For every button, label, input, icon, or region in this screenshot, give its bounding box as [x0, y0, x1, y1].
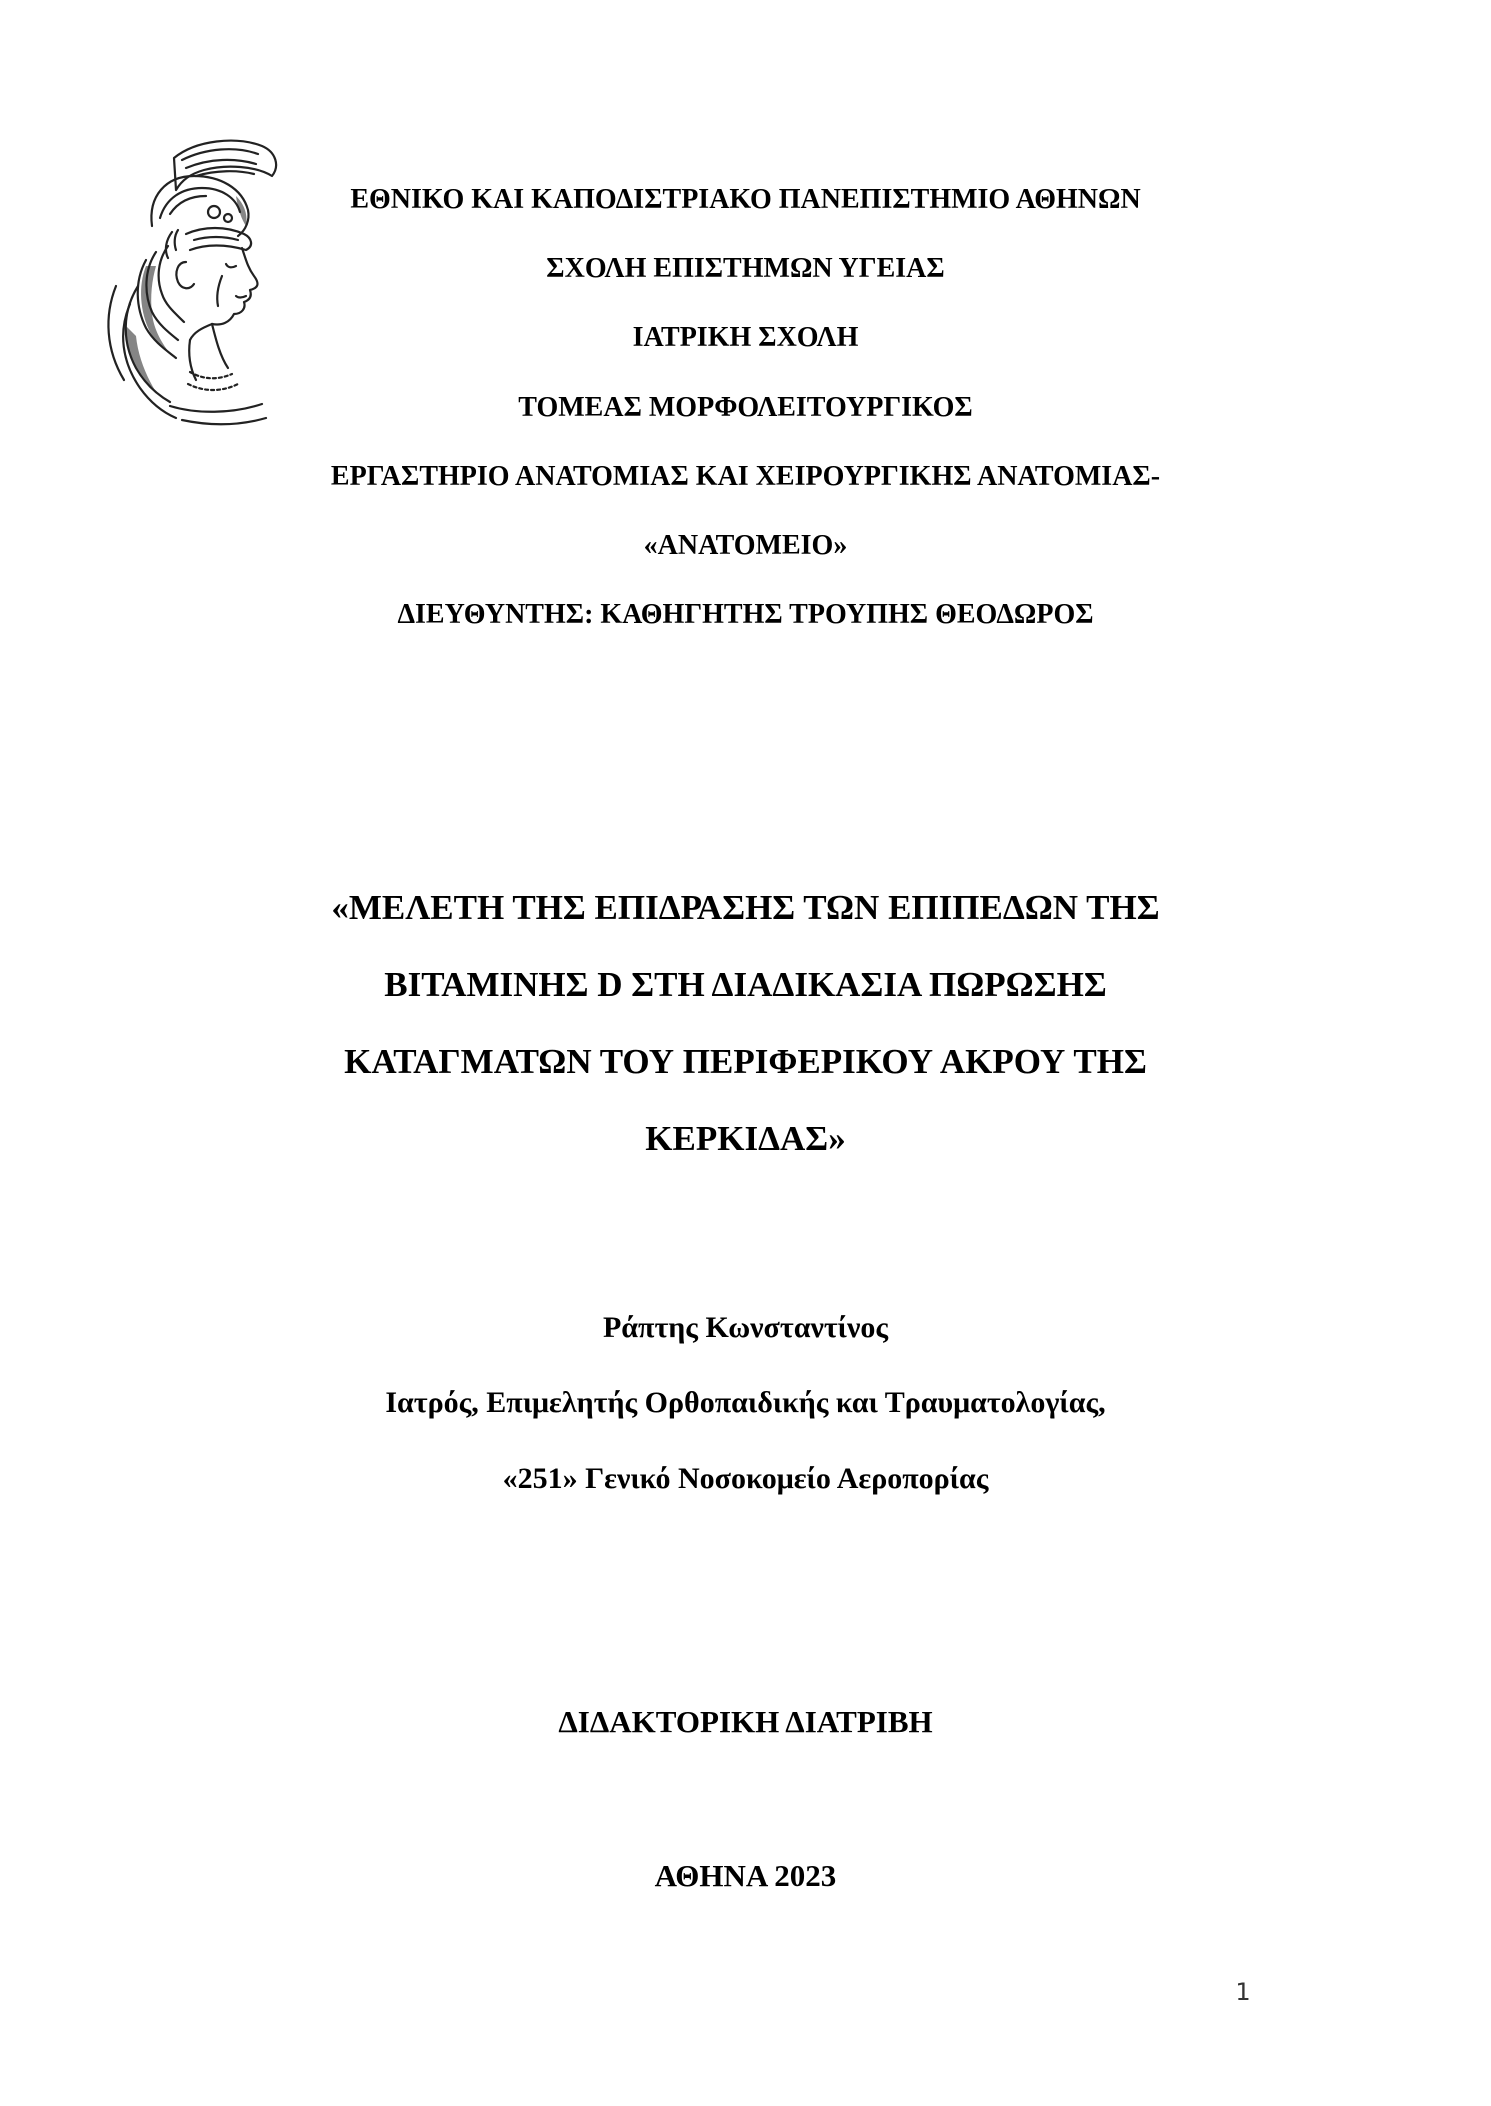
author-name: Ράπτης Κωνσταντίνος — [602, 1311, 889, 1344]
school-name: ΣΧΟΛΗ ΕΠΙΣΤΗΜΩΝ ΥΓΕΙΑΣ — [546, 253, 945, 284]
laboratory-alias: «ΑΝΑΤΟΜΕΙΟ» — [643, 530, 848, 561]
place-year: ΑΘΗΝΑ 2023 — [654, 1858, 837, 1893]
author-affiliation: «251» Γενικό Νοσοκομείο Αεροπορίας — [502, 1462, 989, 1495]
department-name: ΤΟΜΕΑΣ ΜΟΡΦΟΛΕΙΤΟΥΡΓΙΚΟΣ — [518, 392, 973, 423]
thesis-title-line-2: ΒΙΤΑΜΙΝΗΣ D ΣΤΗ ΔΙΑΔΙΚΑΣΙΑ ΠΩΡΩΣΗΣ — [384, 965, 1107, 1004]
faculty-name: ΙΑΤΡΙΚΗ ΣΧΟΛΗ — [632, 322, 859, 353]
thesis-title-line-3: ΚΑΤΑΓΜΑΤΩΝ ΤΟΥ ΠΕΡΙΦΕΡΙΚΟΥ ΑΚΡΟΥ ΤΗΣ — [344, 1042, 1147, 1081]
document-type: ΔΙΔΑΚΤΟΡΙΚΗ ΔΙΑΤΡΙΒΗ — [558, 1704, 933, 1739]
author-position: Ιατρός, Επιμελητής Ορθοπαιδικής και Τραυματολογίας, — [385, 1386, 1106, 1419]
director-line: ΔΙΕΥΘΥΝΤΗΣ: ΚΑΘΗΓΗΤΗΣ ΤΡΟΥΠΗΣ ΘΕΟΔΩΡΟΣ — [397, 599, 1094, 630]
university-name: ΕΘΝΙΚΟ ΚΑΙ ΚΑΠΟΔΙΣΤΡΙΑΚΟ ΠΑΝΕΠΙΣΤΗΜΙΟ ΑΘΗΝΩΝ — [350, 184, 1141, 215]
thesis-title-line-1: «ΜΕΛΕΤΗ ΤΗΣ ΕΠΙΔΡΑΣΗΣ ΤΩΝ ΕΠΙΠΕΔΩΝ ΤΗΣ — [331, 888, 1160, 927]
page-number: 1 — [1235, 1978, 1251, 2006]
laboratory-name: ΕΡΓΑΣΤΗΡΙΟ ΑΝΑΤΟΜΙΑΣ ΚΑΙ ΧΕΙΡΟΥΡΓΙΚΗΣ ΑΝΑΤΟΜΙΑΣ- — [330, 461, 1161, 492]
thesis-title-line-4: ΚΕΡΚΙΔΑΣ» — [645, 1119, 846, 1158]
